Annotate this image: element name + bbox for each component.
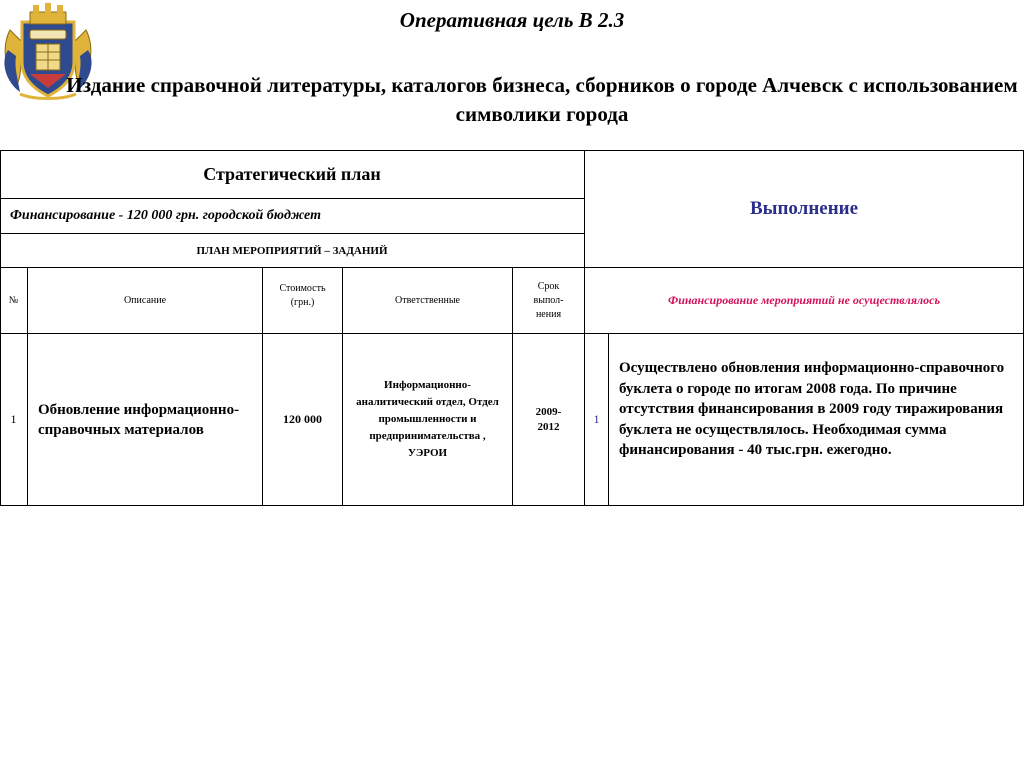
column-responsible-label: Ответственные xyxy=(395,294,460,306)
column-header-description xyxy=(28,268,263,334)
execution-label: Выполнение xyxy=(749,197,859,219)
plan-title-label: ПЛАН МЕРОПРИЯТИЙ – ЗАДАНИЙ xyxy=(196,244,388,257)
page-title: Издание справочной литературы, каталогов бизнеса, сборников о городе Алчевск с использованием символики города xyxy=(66,73,1018,126)
column-header-cost xyxy=(263,268,343,334)
column-description-label: Описание xyxy=(123,294,167,306)
strategic-plan-header xyxy=(0,150,585,199)
row-1-description xyxy=(28,334,263,506)
strategic-plan-label: Стратегический план xyxy=(203,163,381,184)
execution-header xyxy=(585,150,1024,268)
column-header-num xyxy=(0,268,28,334)
row-result-value: Осуществлено обновления информационно-справочного буклета о городе по итогам 2008 года. По причине отсутствия финансирования в 2009 году тиражирования буклета не осуществлялось. Необходимая сумма финансирования - 40 тыс.грн. ежегодно. xyxy=(619,360,1005,458)
row-1-cost xyxy=(263,334,343,506)
financing-note xyxy=(585,268,1024,334)
row-1-result xyxy=(609,334,1024,506)
row-1-num xyxy=(0,334,28,506)
plan-table xyxy=(0,150,1024,506)
financing-note-label: Финансирование мероприятий не осуществлялось xyxy=(668,293,940,307)
row-1-responsible xyxy=(343,334,513,506)
plan-title-row xyxy=(0,234,585,268)
row-description-value: Обновление информационно-справочных материалов xyxy=(38,401,240,438)
row-1-term xyxy=(513,334,585,506)
column-header-responsible xyxy=(343,268,513,334)
row-responsible-value: Информационно-аналитический отдел, Отдел промышленности и предпринимательства , УЭРОИ xyxy=(356,379,499,459)
column-header-term xyxy=(513,268,585,334)
financing-label: Финансирование - 120 000 грн. городской бюджет xyxy=(10,208,321,223)
row-cost-value: 120 000 xyxy=(283,412,322,426)
row-result-index-value: 1 xyxy=(593,412,600,426)
goal-title: Оперативная цель В 2.3 xyxy=(399,8,625,32)
financing-row xyxy=(0,199,585,234)
column-term-label: Срок выпол-нения xyxy=(533,280,564,320)
row-1-result-index xyxy=(585,334,609,506)
row-num-value: 1 xyxy=(10,412,17,426)
column-cost-label: Стоимость (грн.) xyxy=(279,283,326,308)
column-num-label: № xyxy=(8,294,19,306)
row-term-value: 2009-2012 xyxy=(535,405,562,433)
